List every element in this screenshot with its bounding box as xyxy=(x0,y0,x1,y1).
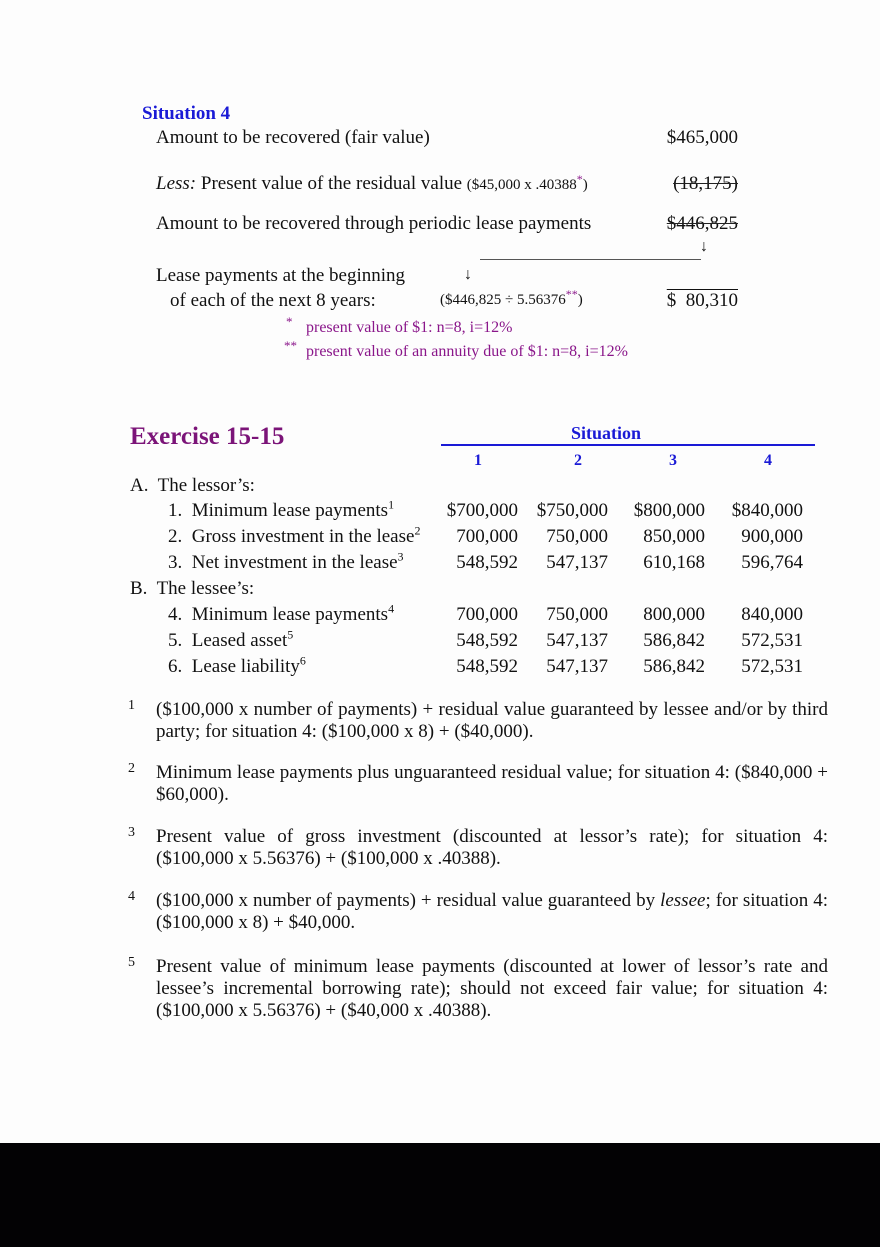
cell: 850,000 xyxy=(643,526,705,547)
footnote-mark-4: 4 xyxy=(128,889,135,904)
footnote-italic: lessee xyxy=(660,890,706,911)
lease-payments-calc xyxy=(440,287,583,309)
note-text-2: present value of an annuity due of $1: n=8, i=12% xyxy=(306,343,628,360)
row-text: 6. Lease liability xyxy=(168,656,300,677)
cell: 547,137 xyxy=(546,552,608,573)
cell: 750,000 xyxy=(546,604,608,625)
cell: 900,000 xyxy=(741,526,803,547)
row-text: 4. Minimum lease payments xyxy=(168,604,389,625)
double-asterisk-mark: ** xyxy=(565,287,578,301)
footnote-4 xyxy=(156,890,828,934)
connector-line xyxy=(480,259,701,260)
row-text: 3. Net investment in the lease xyxy=(168,552,398,573)
footnote-text: ; for situation 4: ($100,000 x 8) + $40,000. xyxy=(156,890,828,933)
residual-pv-label xyxy=(156,173,588,195)
cell: 840,000 xyxy=(741,604,803,625)
cell: 700,000 xyxy=(456,526,518,547)
cell: $800,000 xyxy=(633,500,705,521)
recover-periodic-amount: $446,825 xyxy=(666,213,738,234)
footnote-1: ($100,000 x number of payments) + residual value guaranteed by lessee and/or by third party; for situation 4: ($100,000 x 8) + ($40,000). xyxy=(156,699,828,742)
calc-text: ($446,825 ÷ 5.56376 xyxy=(440,292,566,308)
row-label xyxy=(168,497,395,522)
cell: 572,531 xyxy=(741,630,803,651)
footnote-ref: 1 xyxy=(388,497,395,512)
fair-value-label: Amount to be recovered (fair value) xyxy=(156,127,430,148)
cell: 572,531 xyxy=(741,656,803,677)
column-header-1: 1 xyxy=(474,452,482,469)
fair-value-amount: $465,000 xyxy=(666,127,738,148)
cell: 610,168 xyxy=(643,552,705,573)
column-header-2: 2 xyxy=(574,452,582,469)
footnote-mark-5: 5 xyxy=(128,955,135,970)
footnote-text: ($100,000 x number of payments) + residual value guaranteed by xyxy=(156,890,661,911)
note-text-1: present value of $1: n=8, i=12% xyxy=(306,319,513,336)
cell: 548,592 xyxy=(456,656,518,677)
calc-end: ) xyxy=(582,177,588,193)
cell: $700,000 xyxy=(446,500,518,521)
lease-payments-label-2: of each of the next 8 years: xyxy=(170,290,376,311)
situation-4-title: Situation 4 xyxy=(142,103,231,124)
less-label: Less: xyxy=(156,173,197,194)
row-label xyxy=(168,653,306,678)
note-mark-1: * xyxy=(286,314,293,329)
row-label xyxy=(168,549,404,574)
residual-pv-amount: (18,175) xyxy=(673,173,738,194)
cell: 800,000 xyxy=(643,604,705,625)
cell: 586,842 xyxy=(643,656,705,677)
cell: 596,764 xyxy=(741,552,803,573)
footnote-3: Present value of gross investment (discounted at lessor’s rate); for situation 4: ($100,000 x 5.56376) + ($100,000 x .40388). xyxy=(156,826,828,869)
note-mark-2: ** xyxy=(284,338,297,353)
footnote-mark-1: 1 xyxy=(128,698,135,713)
down-arrow-icon: ↓ xyxy=(700,238,708,255)
footnote-mark-3: 3 xyxy=(128,825,135,840)
calc-text: ($45,000 x .40388 xyxy=(466,177,577,193)
footnote-ref: 6 xyxy=(299,653,306,668)
bottom-black-bar xyxy=(0,1143,880,1247)
exercise-title: Exercise 15-15 xyxy=(130,423,285,450)
header-underline xyxy=(441,444,815,446)
column-header-3: 3 xyxy=(669,452,677,469)
section-b-label: B. The lessee’s: xyxy=(130,578,255,599)
residual-pv-text: Present value of the residual value xyxy=(196,173,467,194)
footnote-ref: 5 xyxy=(287,627,294,642)
footnote-ref: 3 xyxy=(397,549,404,564)
residual-pv-calc xyxy=(466,172,588,193)
situation-header: Situation xyxy=(571,423,642,443)
footnote-mark-2: 2 xyxy=(128,761,135,776)
cell: 547,137 xyxy=(546,630,608,651)
recover-periodic-label: Amount to be recovered through periodic lease payments xyxy=(156,213,592,234)
row-text: 1. Minimum lease payments xyxy=(168,500,389,521)
cell: 548,592 xyxy=(456,630,518,651)
row-label xyxy=(168,627,294,652)
cell: $840,000 xyxy=(731,500,803,521)
cell: 547,137 xyxy=(546,656,608,677)
lease-payments-label-1: Lease payments at the beginning xyxy=(156,265,406,286)
row-label xyxy=(168,523,421,548)
row-text: 2. Gross investment in the lease xyxy=(168,526,415,547)
column-header-4: 4 xyxy=(764,452,772,469)
footnote-2: Minimum lease payments plus unguaranteed residual value; for situation 4: ($840,000 + $60,000). xyxy=(156,762,828,805)
row-label xyxy=(168,601,395,626)
cell: 750,000 xyxy=(546,526,608,547)
cell: 548,592 xyxy=(456,552,518,573)
row-text: 5. Leased asset xyxy=(168,630,288,651)
section-a-label: A. The lessor’s: xyxy=(130,475,255,496)
cell: 700,000 xyxy=(456,604,518,625)
down-arrow-icon: ↓ xyxy=(464,266,472,283)
cell: $750,000 xyxy=(536,500,608,521)
footnote-ref: 2 xyxy=(414,523,421,538)
lease-payment-amount: $ 80,310 xyxy=(666,290,738,311)
calc-end: ) xyxy=(577,292,583,308)
cell: 586,842 xyxy=(643,630,705,651)
footnote-ref: 4 xyxy=(388,601,395,616)
asterisk-mark: * xyxy=(576,172,583,186)
footnote-5: Present value of minimum lease payments (discounted at lower of lessor’s rate and lessee’s incremental borrowing rate); should not exceed fair value; for situation 4: ($100,000 x 5.56376) + ($40,000 x .40388). xyxy=(156,956,828,1021)
